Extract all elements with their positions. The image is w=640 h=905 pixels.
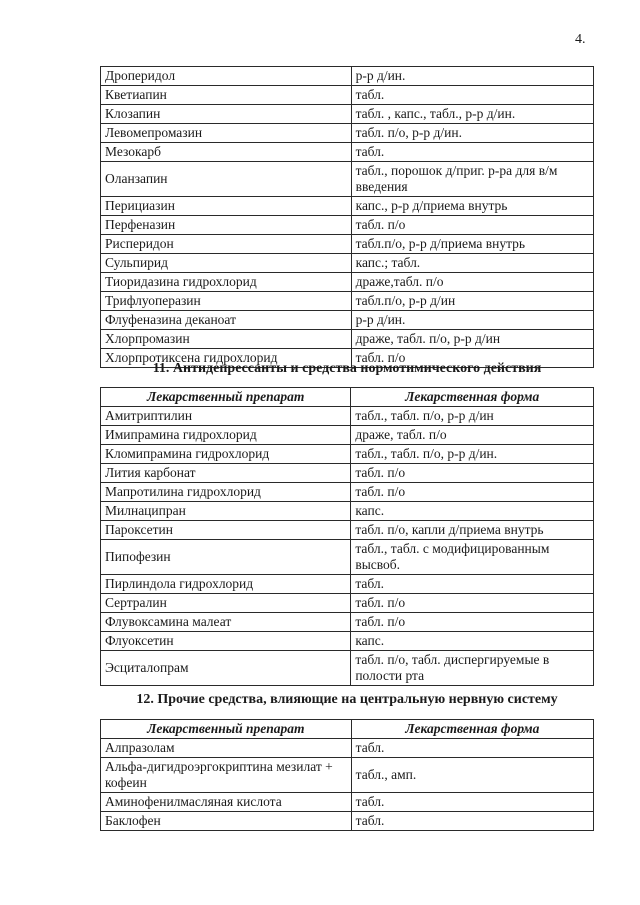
table-row (101, 445, 594, 464)
drug-name-cell: Лития карбонат (101, 464, 351, 483)
table-row (101, 216, 594, 235)
dosage-form-cell: табл. п/о (351, 349, 593, 368)
dosage-form-cell: капс. (351, 632, 594, 651)
dosage-form-cell: табл., порошок д/приг. р-ра для в/м введения (351, 162, 593, 197)
drug-name-cell: Рисперидон (101, 235, 352, 254)
dosage-form-cell: табл.п/о, р-р д/приема внутрь (351, 235, 593, 254)
drug-name-cell: Мезокарб (101, 143, 352, 162)
section-11-heading: 11. Антидепрессанты и средства нормотимического действия (152, 361, 542, 376)
drug-name-cell: Сертралин (101, 594, 351, 613)
drug-name-cell: Хлорпромазин (101, 330, 352, 349)
dosage-form-cell: табл. (351, 143, 593, 162)
column-header-drug: Лекарственный препарат (101, 388, 351, 407)
page-number: 4. (575, 32, 586, 47)
dosage-form-cell: табл. (351, 739, 593, 758)
dosage-form-cell: табл. п/о, р-р д/ин. (351, 124, 593, 143)
table-header-row (101, 388, 594, 407)
table-row (101, 407, 594, 426)
column-header-drug: Лекарственный препарат (101, 720, 352, 739)
drug-name-cell: Хлорпротиксена гидрохлорид (101, 349, 352, 368)
table-row (101, 575, 594, 594)
table-row (101, 464, 594, 483)
table-row (101, 273, 594, 292)
dosage-form-cell: табл., табл. п/о, р-р д/ин. (351, 445, 594, 464)
dosage-form-cell: табл. п/о (351, 594, 594, 613)
dosage-form-cell: табл. , капс., табл., р-р д/ин. (351, 105, 593, 124)
dosage-form-cell: табл., амп. (351, 758, 593, 793)
dosage-form-cell: драже, табл. п/о (351, 426, 594, 445)
table-row (101, 594, 594, 613)
drug-name-cell: Пароксетин (101, 521, 351, 540)
table-row (101, 311, 594, 330)
dosage-form-cell: табл. (351, 812, 593, 831)
table-header-row (101, 720, 594, 739)
table-row (101, 812, 594, 831)
drug-name-cell: Левомепромазин (101, 124, 352, 143)
drug-name-cell: Имипрамина гидрохлорид (101, 426, 351, 445)
dosage-form-cell: капс.; табл. (351, 254, 593, 273)
drug-name-cell: Амитриптилин (101, 407, 351, 426)
table-row (101, 143, 594, 162)
table-row (101, 540, 594, 575)
dosage-form-cell: драже, табл. п/о, р-р д/ин (351, 330, 593, 349)
drug-name-cell: Сульпирид (101, 254, 352, 273)
table-row (101, 793, 594, 812)
dosage-form-cell: р-р д/ин. (351, 311, 593, 330)
dosage-form-cell: табл. п/о (351, 216, 593, 235)
dosage-form-cell: табл. п/о, табл. диспергируемые в полости рта (351, 651, 594, 686)
drug-name-cell: Кломипрамина гидрохлорид (101, 445, 351, 464)
dosage-form-cell: р-р д/ин. (351, 67, 593, 86)
drug-name-cell: Флувоксамина малеат (101, 613, 351, 632)
dosage-form-cell: табл., табл. п/о, р-р д/ин (351, 407, 594, 426)
table-row (101, 254, 594, 273)
dosage-form-cell: капс. (351, 502, 594, 521)
section-12-heading: 12. Прочие средства, влияющие на центральную нервную систему (136, 692, 558, 707)
drug-name-cell: Перфеназин (101, 216, 352, 235)
drug-name-cell: Флуфеназина деканоат (101, 311, 352, 330)
dosage-form-cell: драже,табл. п/о (351, 273, 593, 292)
dosage-form-cell: капс., р-р д/приема внутрь (351, 197, 593, 216)
drug-name-cell: Аминофенилмасляная кислота (101, 793, 352, 812)
table-row (101, 292, 594, 311)
table-row (101, 105, 594, 124)
table-row (101, 197, 594, 216)
table-row (101, 632, 594, 651)
other-cns-drugs-table (100, 719, 594, 831)
table-body (101, 407, 594, 686)
drug-name-cell: Оланзапин (101, 162, 352, 197)
drug-name-cell: Трифлуоперазин (101, 292, 352, 311)
drug-name-cell: Алпразолам (101, 739, 352, 758)
drug-name-cell: Перициазин (101, 197, 352, 216)
table-row (101, 521, 594, 540)
drug-name-cell: Тиоридазина гидрохлорид (101, 273, 352, 292)
table-body (101, 739, 594, 831)
table-row (101, 651, 594, 686)
drug-name-cell: Кветиапин (101, 86, 352, 105)
drug-name-cell: Флуоксетин (101, 632, 351, 651)
dosage-form-cell: табл. п/о (351, 613, 594, 632)
antipsychotics-table (100, 66, 594, 368)
dosage-form-cell: табл. п/о (351, 464, 594, 483)
table-row (101, 162, 594, 197)
table-row (101, 67, 594, 86)
drug-name-cell: Дроперидол (101, 67, 352, 86)
dosage-form-cell: табл. (351, 86, 593, 105)
dosage-form-cell: табл. (351, 793, 593, 812)
table-row (101, 86, 594, 105)
table-row (101, 739, 594, 758)
table-row (101, 426, 594, 445)
drug-name-cell: Милнаципран (101, 502, 351, 521)
table-row (101, 124, 594, 143)
dosage-form-cell: табл. п/о, капли д/приема внутрь (351, 521, 594, 540)
dosage-form-cell: табл.п/о, р-р д/ин (351, 292, 593, 311)
drug-name-cell: Мапротилина гидрохлорид (101, 483, 351, 502)
table-row (101, 235, 594, 254)
drug-name-cell: Баклофен (101, 812, 352, 831)
drug-name-cell: Пирлиндола гидрохлорид (101, 575, 351, 594)
table-row (101, 502, 594, 521)
drug-name-cell: Пипофезин (101, 540, 351, 575)
dosage-form-cell: табл., табл. с модифицированным высвоб. (351, 540, 594, 575)
dosage-form-cell: табл. п/о (351, 483, 594, 502)
drug-name-cell: Клозапин (101, 105, 352, 124)
column-header-form: Лекарственная форма (351, 720, 593, 739)
table-row (101, 758, 594, 793)
column-header-form: Лекарственная форма (351, 388, 594, 407)
drug-name-cell: Эсциталопрам (101, 651, 351, 686)
table-row (101, 483, 594, 502)
drug-name-cell: Альфа-дигидроэргокриптина мезилат + кофеин (101, 758, 352, 793)
dosage-form-cell: табл. (351, 575, 594, 594)
antidepressants-table (100, 387, 594, 686)
table-body (101, 67, 594, 368)
table-row (101, 330, 594, 349)
table-row (101, 613, 594, 632)
